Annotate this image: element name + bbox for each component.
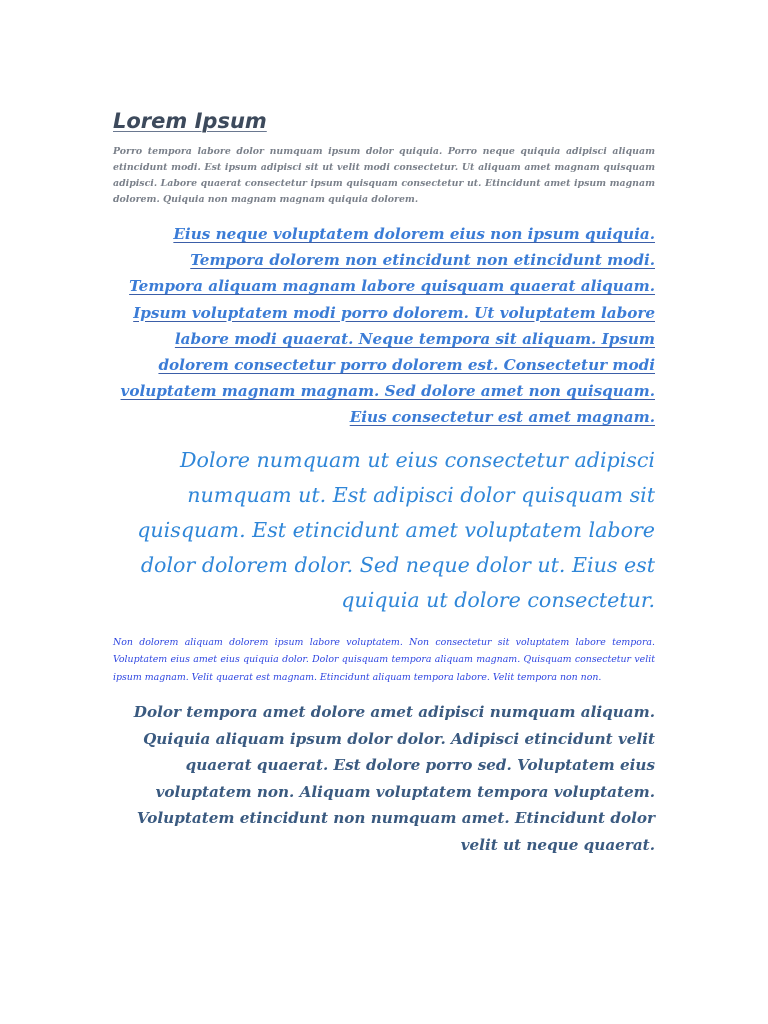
paragraph-5: Dolor tempora amet dolore amet adipisci numquam aliquam. Quiquia aliquam ipsum dolor dolor. Adipisci etincidunt velit quaerat quaerat. Est dolore porro sed. Voluptatem eius voluptatem non. Aliquam voluptatem tempora voluptatem. Voluptatem etincidunt non numquam amet. Etincidunt dolor velit ut neque quaerat. (133, 703, 655, 854)
paragraph-1: Porro tempora labore dolor numquam ipsum dolor quiquia. Porro neque quiquia adipisci aliquam etincidunt modi. Est ipsum adipisci sit ut velit modi consectetur. Ut aliquam amet magnam quisquam adipisci. Labore quaerat consectetur ipsum quisquam consectetur ut. Etincidunt amet ipsum magnam dolorem. Quiquia non magnam magnam quiquia dolorem. (113, 146, 655, 205)
document-title: Lorem Ipsum (113, 109, 267, 133)
paragraph-2: Eius neque voluptatem dolorem eius non ipsum quiquia. Tempora dolorem non etincidunt non etincidunt modi. Tempora aliquam magnam labore quisquam quaerat aliquam. Ipsum voluptatem modi porro dolorem. Ut voluptatem labore labore modi quaerat. Neque tempora sit aliquam. Ipsum dolorem consectetur porro dolorem est. Consectetur modi voluptatem magnam magnam. Sed dolore amet non quisquam. Eius consectetur est amet magnam. (120, 225, 655, 427)
paragraph-3: Dolore numquam ut eius consectetur adipisci numquam ut. Est adipisci dolor quisquam sit quisquam. Est etincidunt amet voluptatem labore dolor dolorem dolor. Sed neque dolor ut. Eius est quiquia ut dolore consectetur. (137, 447, 655, 612)
document-page (113, 106, 655, 858)
paragraph-4: Non dolorem aliquam dolorem ipsum labore voluptatem. Non consectetur sit voluptatem labore tempora. Voluptatem eius amet eius quiquia dolor. Dolor quisquam tempora aliquam magnam. Quisquam consectetur velit ipsum magnam. Velit quaerat est magnam. Etincidunt aliquam tempora labore. Velit tempora non non. (113, 636, 655, 684)
